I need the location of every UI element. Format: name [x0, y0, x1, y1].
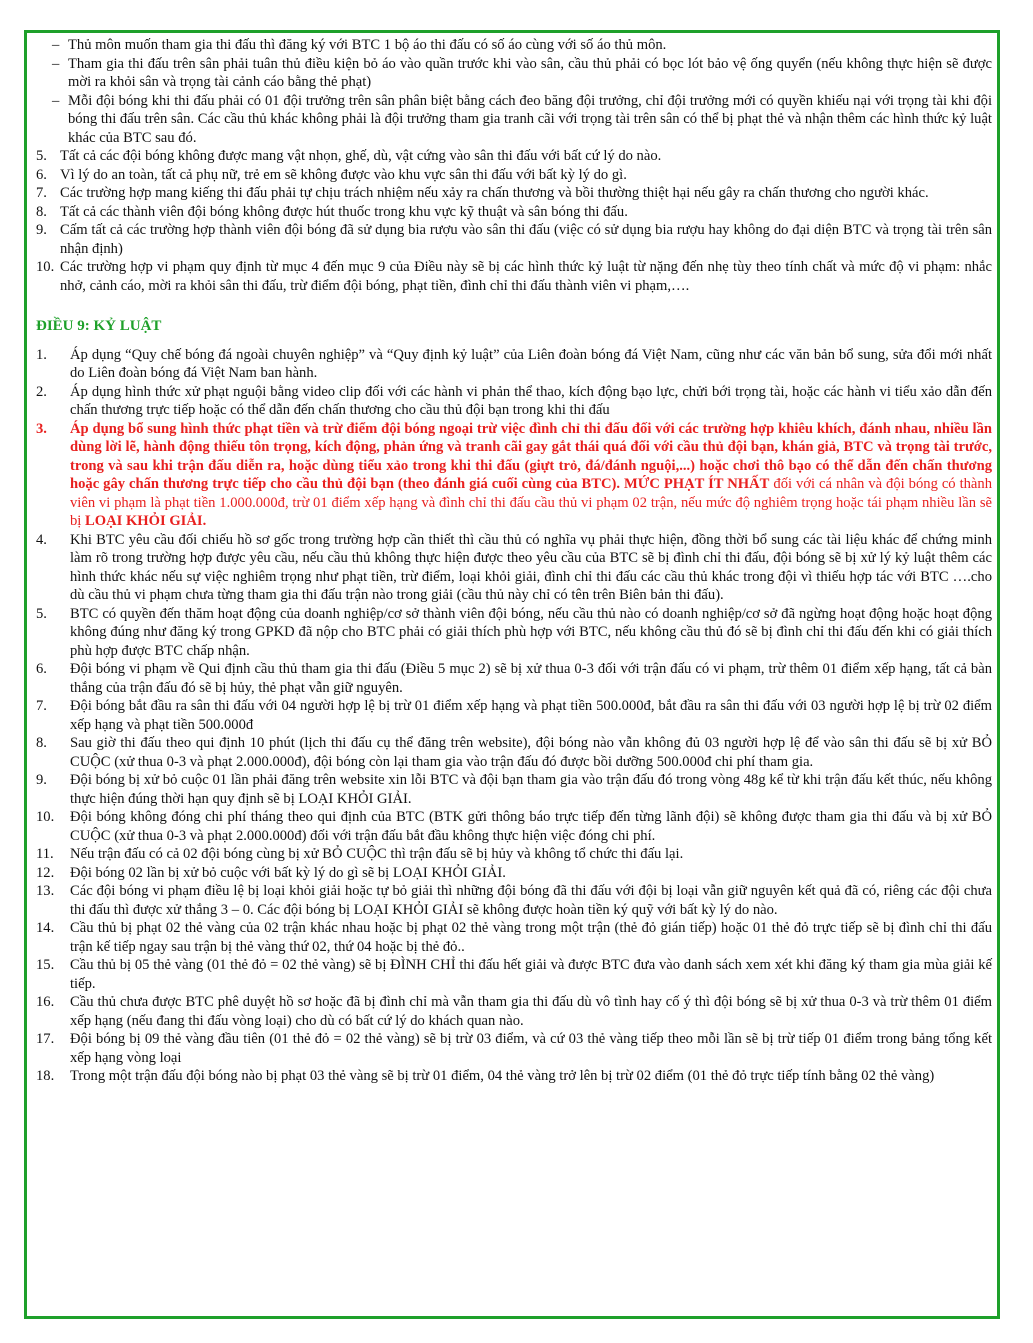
list-item: 11. Nếu trận đấu có cả 02 đội bóng cùng bị xử BỎ CUỘC thì trận đấu sẽ bị hủy và không tổ chức thi đấu lại.	[36, 846, 684, 862]
rule-list	[36, 147, 992, 295]
list-item: – Tham gia thi đấu trên sân phải tuân thủ điều kiện bỏ áo vào quần trước khi vào sân, cầu thủ phải có bọc lót bảo vệ ống quyển (nếu không thực hiện sẽ được mời ra khỏi sân và trọng tài cảnh cáo bằng thẻ phạt)	[52, 55, 992, 90]
list-item: 16. Cầu thủ chưa được BTC phê duyệt hồ sơ hoặc đã bị đình chỉ mà vẫn tham gia thi đấu dù vô tình hay cố ý thì đội bóng sẽ bị xử thua 0-3 và trừ thêm 01 điểm xếp hạng (nếu đang thi đấu vòng loại) cho dù có bất cứ lý do khách quan nào.	[36, 994, 992, 1029]
top-dash-list	[36, 36, 992, 147]
list-item: 10. Đội bóng không đóng chi phí tháng theo qui định của BTC (BTK gửi thông báo trực tiếp đến từng lãnh đội) sẽ không được tham gia thi đấu và bị xử BỎ CUỘC (xử thua 0-3 và phạt 2.000.000đ) đối với trận đấu bắt đầu không thực hiện việc đóng chi phí.	[36, 809, 992, 844]
list-item: 2. Áp dụng hình thức xử phạt nguội bằng video clip đối với các hành vi phản thể thao, kích động bạo lực, chửi bới trọng tài, hoặc các hành vi tiểu xảo dẫn đến chấn thương trực tiếp hoặc có thể dẫn đến chấn thương cho cầu thủ đội bạn trong khi thi đấu	[36, 383, 992, 418]
list-item: – Thủ môn muốn tham gia thi đấu thì đăng ký với BTC 1 bộ áo thi đấu có số áo cùng với số áo thủ môn.	[52, 37, 667, 53]
list-item: 15. Cầu thủ bị 05 thẻ vàng (01 thẻ đỏ = 02 thẻ vàng) sẽ bị ĐÌNH CHỈ thi đấu hết giải và được BTC đưa vào danh sách xem xét khi đăng ký tham gia mùa giải kế tiếp.	[36, 957, 992, 992]
list-item: 9. Đội bóng bị xử bỏ cuộc 01 lần phải đăng trên website xin lỗi BTC và đội bạn tham gia vào trận đấu đó trong vòng 48g kể từ khi trận đấu kết thúc, nếu không thực hiện đúng thời hạn quy định sẽ bị LOẠI KHỎI GIẢI.	[36, 772, 992, 807]
list-item: 6. Vì lý do an toàn, tất cả phụ nữ, trẻ em sẽ không được vào khu vực sân thi đấu với bất kỳ lý do gì.	[36, 166, 627, 183]
list-item: 8. Sau giờ thi đấu theo qui định 10 phút (lịch thi đấu cụ thể đăng trên website), đội bóng nào vẫn không đủ 03 người hợp lệ để vào sân thi đấu sẽ bị xử BỎ CUỘC (xử thua 0-3 và phạt 2.000.000đ), đội bóng còn lại tham gia vào trận đấu đó được bồi dưỡng 500.000đ chi phí tham gia.	[36, 735, 992, 770]
list-item: 4. Khi BTC yêu cầu đối chiếu hồ sơ gốc trong trường hợp cần thiết thì cầu thủ có nghĩa vụ phải thực hiện, đồng thời bổ sung các tài liệu khác để chứng minh làm rõ trong trường hợp được yêu cầu, nếu cầu thủ không thực hiện được theo yêu cầu của BTC sẽ bị đình chỉ thi đấu, đội bóng sẽ bị xử lý kỷ luật thêm các hình thức khác nếu sự việc nghiêm trọng như phạt tiền, trừ điểm, loại khỏi giải, đình chỉ thi đấu các cầu thủ khác trong đội vì thiếu hợp tác với BTC ….cho dù cầu thủ vi phạm chưa từng tham gia thi đấu trận nào trong giải (cầu thủ này chỉ có tên trên Biên bản thi đấu).	[36, 531, 992, 603]
list-item: 17. Đội bóng bị 09 thẻ vàng đầu tiên (01 thẻ đỏ = 02 thẻ vàng) sẽ bị trừ 03 điểm, và cứ 03 thẻ vàng tiếp theo mỗi lần sẽ bị trừ tiếp 01 điểm trong bảng tổng kết xếp hạng vòng loại	[36, 1031, 992, 1066]
list-item: 9. Cấm tất cả các trường hợp thành viên đội bóng đã sử dụng bia rượu vào sân thi đấu (việc có sử dụng bia rượu hay không do đại diện BTC và trọng tài trên sân nhận định)	[36, 222, 992, 257]
highlighted-list-item: 3. Áp dụng bổ sung hình thức phạt tiền và trừ điểm đội bóng ngoại trừ việc đình chỉ thi đấu đối với các trường hợp khiêu khích, đánh nhau, nhiều lần dùng lời lẽ, hành động thiếu tôn trọng, kích động, phản ứng và tranh cãi gay gắt thái quá đối với cầu thủ đội bạn, khán giả, BTC và trọng tài trước, trong và sau khi trận đấu diễn ra, hoặc dùng tiểu xảo trong khi thi đấu (giựt trỏ, đá/đánh nguội,...) hoặc chơi thô bạo có thể dẫn đến chấn thương hoặc gây chấn thương trực tiếp cho cầu thủ đội bạn (theo đánh giá cuối cùng của BTC). MỨC PHẠT ÍT NHẤT đối với cá nhân và đội bóng có thành viên vi phạm là phạt tiền 1.000.000đ, trừ 01 điểm xếp hạng và đình chỉ thi đấu cầu thủ vi phạm 02 trận, nếu mức độ nghiêm trọng hoặc tái phạm nhiều lần sẽ bị LOẠI KHỎI GIẢI.	[36, 420, 992, 529]
list-item: 7. Đội bóng bắt đầu ra sân thi đấu với 04 người hợp lệ bị trừ 01 điểm xếp hạng và phạt tiền 500.000đ, bắt đầu ra sân thi đấu với 03 người hợp lệ bị trừ 02 điểm xếp hạng và phạt tiền 500.000đ	[36, 698, 992, 733]
list-item: 7. Các trường hợp mang kiếng thi đấu phải tự chịu trách nhiệm nếu xảy ra chấn thương và bồi thường thiệt hại nếu gây ra chấn thương cho người khác.	[36, 185, 929, 201]
list-item: 1. Áp dụng “Quy chế bóng đá ngoài chuyên nghiệp” và “Quy định kỷ luật” của Liên đoàn bóng đá Việt Nam, cũng như các văn bản bổ sung, sửa đổi mới nhất do Liên đoàn bóng đá Việt Nam ban hành.	[36, 346, 992, 381]
list-item: 8. Tất cả các thành viên đội bóng không được hút thuốc trong khu vực kỹ thuật và sân bóng thi đấu.	[36, 203, 628, 220]
list-item: 5. BTC có quyền đến thăm hoạt động của doanh nghiệp/cơ sở thành viên đội bóng, nếu cầu thủ nào có doanh nghiệp/cơ sở đã ngừng hoạt động hoặc hoạt động không đúng như đăng ký trong GPKD đã nộp cho BTC phải có giải thích phù hợp với BTC, nếu không cầu thủ đó sẽ bị đình chỉ thi đấu đến khi có giải thích phù hợp được BTC chấp nhận.	[36, 605, 992, 659]
list-item: – Mỗi đội bóng khi thi đấu phải có 01 đội trưởng trên sân phân biệt bằng cách đeo băng đội trưởng, chỉ đội trưởng mới có quyền khiếu nại với trọng tài khi đội bóng thi đấu trên sân. Các cầu thủ khác không phải là đội trưởng tham gia tranh cãi với trọng tài trên sân có thể bị phạt thẻ và nhận thêm các hình thức kỷ luật khác của BTC sau đó.	[52, 92, 992, 146]
discipline-list	[36, 346, 992, 1086]
document-body	[36, 36, 992, 1086]
section-title: ĐIỀU 9: KỶ LUẬT	[36, 318, 162, 334]
list-item: 12. Đội bóng 02 lần bị xử bỏ cuộc với bất kỳ lý do gì sẽ bị LOẠI KHỎI GIẢI.	[36, 864, 506, 881]
list-item: 13. Các đội bóng vi phạm điều lệ bị loại khỏi giải hoặc tự bỏ giải thì những đội bóng đã thi đấu với đội bị loại vẫn giữ nguyên kết quả đã có, riêng các đội chưa thi đấu thì được xử thắng 3 – 0. Các đội bóng bị LOẠI KHỎI GIẢI sẽ không được hoàn tiền ký quỹ với bất kỳ lý do nào.	[36, 883, 992, 918]
list-item: 14. Cầu thủ bị phạt 02 thẻ vàng của 02 trận khác nhau hoặc bị phạt 02 thẻ vàng trong một trận (thẻ đỏ gián tiếp) hoặc 01 thẻ đỏ trực tiếp sẽ bị đình chỉ thi đấu trận kế tiếp ngay sau trận bị thẻ vàng thứ 02, thứ 04 hoặc bị thẻ đỏ..	[36, 920, 992, 955]
list-item: 10. Các trường hợp vi phạm quy định từ mục 4 đến mục 9 của Điều này sẽ bị các hình thức kỷ luật từ nặng đến nhẹ tùy theo tính chất và mức độ vi phạm: nhắc nhở, cảnh cáo, mời ra khỏi sân thi đấu, trừ điểm đội bóng, phạt tiền, đình chỉ thi đấu thành viên vi phạm,….	[36, 259, 992, 294]
list-item: 5. Tất cả các đội bóng không được mang vật nhọn, ghế, dù, vật cứng vào sân thi đấu với bất cứ lý do nào.	[36, 148, 662, 164]
list-item: 18. Trong một trận đấu đội bóng nào bị phạt 03 thẻ vàng sẽ bị trừ 01 điểm, 04 thẻ vàng trở lên bị trừ 02 điểm (01 thẻ đỏ trực tiếp tính bằng 02 thẻ vàng)	[36, 1068, 935, 1084]
list-item: 6. Đội bóng vi phạm về Qui định cầu thủ tham gia thi đấu (Điều 5 mục 2) sẽ bị xử thua 0-3 đối với trận đấu có vi phạm, trừ thêm 01 điểm xếp hạng, tất cả bàn thắng của trận đấu đó sẽ bị hủy, thẻ phạt vẫn giữ nguyên.	[36, 661, 992, 696]
